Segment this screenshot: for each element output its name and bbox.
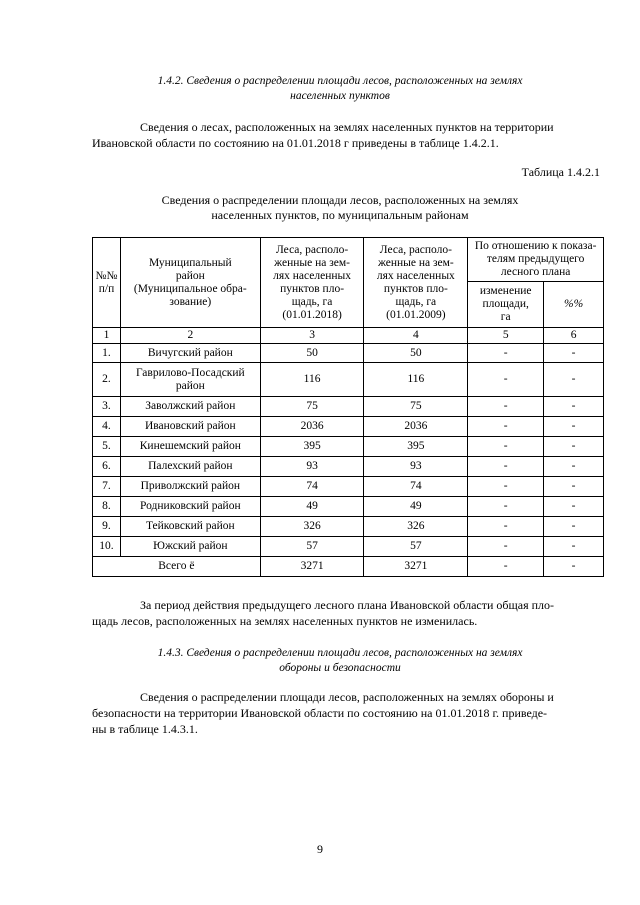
area-2009: 50 [364, 344, 468, 363]
row-number: 7. [93, 477, 121, 497]
district-name: Родниковский район [120, 497, 260, 517]
header-comparison-group [468, 238, 604, 282]
header-text: женные на зем- [274, 256, 350, 269]
area-percent: - [544, 397, 604, 417]
header-text: щадь, га [395, 295, 437, 308]
table-row [93, 397, 604, 417]
area-2018: 49 [260, 497, 364, 517]
row-number: 5. [93, 437, 121, 457]
column-number-row [93, 328, 604, 344]
row-number: 9. [93, 517, 121, 537]
section-1-4-3-paragraph [92, 689, 600, 737]
table-row [93, 457, 604, 477]
paragraph-line: За период действия предыдущего лесного плана Ивановской области общая пло- [140, 598, 555, 612]
area-2018: 395 [260, 437, 364, 457]
after-table-paragraph [92, 597, 600, 629]
area-change: - [468, 417, 544, 437]
header-text: По отношению к показа- [474, 240, 597, 252]
section-1-4-2-paragraph [92, 119, 600, 151]
total-area-2009: 3271 [364, 557, 468, 577]
column-number: 1 [93, 328, 121, 344]
header-percent: %% [544, 282, 604, 328]
header-text: лях населенных [273, 269, 352, 282]
heading-line: 1.4.3. Сведения о распределении площади лесов, расположенных на землях [157, 647, 523, 659]
district-name: Кинешемский район [120, 437, 260, 457]
header-text: лях населенных [376, 269, 455, 282]
area-percent: - [544, 517, 604, 537]
table-number: Таблица 1.4.2.1 [521, 165, 600, 179]
area-2009: 116 [364, 363, 468, 397]
row-number: 3. [93, 397, 121, 417]
heading-line: обороны и безопасности [279, 662, 401, 674]
paragraph-line: щадь лесов, расположенных на землях населенных пунктов не изменилась. [92, 614, 478, 628]
area-change: - [468, 344, 544, 363]
table-row [93, 517, 604, 537]
area-change: - [468, 363, 544, 397]
table-row [93, 437, 604, 457]
row-number: 2. [93, 363, 121, 397]
row-number: 1. [93, 344, 121, 363]
header-text: лесного плана [500, 266, 571, 278]
total-change: - [468, 557, 544, 577]
header-text: телям предыдущего [486, 253, 585, 265]
total-label: Всего ё [93, 557, 261, 577]
header-text: площади, [482, 298, 529, 310]
area-2018: 75 [260, 397, 364, 417]
paragraph-line: Сведения о лесах, расположенных на землях населенных пунктов на территории [140, 120, 554, 134]
header-text: Леса, располо- [275, 243, 349, 256]
area-percent: - [544, 417, 604, 437]
table-caption [80, 193, 600, 223]
area-2009: 93 [364, 457, 468, 477]
paragraph-line: Сведения о распределении площади лесов, расположенных на землях обороны и [140, 690, 554, 704]
heading-line: 1.4.2. Сведения о распределении площади лесов, расположенных на землях [157, 75, 523, 87]
header-text: пунктов пло- [383, 282, 448, 295]
row-number: 6. [93, 457, 121, 477]
district-name: Тейковский район [120, 517, 260, 537]
district-name: Вичугский район [120, 344, 260, 363]
district-name: Приволжский район [120, 477, 260, 497]
area-percent: - [544, 537, 604, 557]
header-text: Муниципальный [148, 256, 232, 269]
area-2018: 326 [260, 517, 364, 537]
area-2009: 49 [364, 497, 468, 517]
area-change: - [468, 457, 544, 477]
header-text: пунктов пло- [280, 282, 345, 295]
table-row [93, 477, 604, 497]
section-1-4-2-heading [80, 74, 600, 104]
area-2009: 2036 [364, 417, 468, 437]
header-district [120, 238, 260, 328]
district-name: Заволжский район [120, 397, 260, 417]
area-percent: - [544, 363, 604, 397]
area-2018: 74 [260, 477, 364, 497]
heading-line: населенных пунктов [290, 90, 390, 102]
area-2018: 2036 [260, 417, 364, 437]
row-number: 4. [93, 417, 121, 437]
area-change: - [468, 437, 544, 457]
page-number: 9 [317, 842, 323, 856]
area-2018: 93 [260, 457, 364, 477]
area-2018: 57 [260, 537, 364, 557]
district-name: Палехский район [120, 457, 260, 477]
area-percent: - [544, 497, 604, 517]
paragraph-line: Ивановской области по состоянию на 01.01.2018 г приведены в таблице 1.4.2.1. [92, 136, 499, 150]
area-2009: 57 [364, 537, 468, 557]
header-text: п/п [98, 282, 115, 295]
area-change: - [468, 497, 544, 517]
area-2018: 116 [260, 363, 364, 397]
header-area-2009 [364, 238, 468, 328]
area-2018: 50 [260, 344, 364, 363]
forest-area-table [92, 237, 604, 577]
area-change: - [468, 477, 544, 497]
row-number: 10. [93, 537, 121, 557]
header-text: Леса, располо- [379, 243, 452, 256]
total-percent: - [544, 557, 604, 577]
column-number: 2 [120, 328, 260, 344]
header-text: (01.01.2009) [386, 308, 446, 321]
area-2009: 74 [364, 477, 468, 497]
area-percent: - [544, 457, 604, 477]
paragraph-line: безопасности на территории Ивановской области по состоянию на 01.01.2018 г. приведе- [92, 706, 548, 720]
area-percent: - [544, 344, 604, 363]
area-change: - [468, 397, 544, 417]
header-text: зование) [169, 295, 212, 308]
column-number: 6 [544, 328, 604, 344]
table-row [93, 344, 604, 363]
section-1-4-3-heading [80, 646, 600, 676]
header-number [93, 238, 121, 328]
header-change [468, 282, 544, 328]
district-name: Ивановский район [120, 417, 260, 437]
header-text: (01.01.2018) [282, 308, 342, 321]
district-name: Южский район [120, 537, 260, 557]
header-text: женные на зем- [377, 256, 454, 269]
header-text: изменение [479, 285, 532, 297]
row-number: 8. [93, 497, 121, 517]
header-text: га [500, 311, 511, 323]
district-name: Гаврилово-Посадский район [120, 363, 260, 397]
area-percent: - [544, 437, 604, 457]
column-number: 3 [260, 328, 364, 344]
column-number: 5 [468, 328, 544, 344]
total-row [93, 557, 604, 577]
column-number: 4 [364, 328, 468, 344]
caption-line: Сведения о распределении площади лесов, расположенных на землях [161, 193, 519, 207]
table-row [93, 537, 604, 557]
header-text: район [175, 269, 205, 282]
total-area-2018: 3271 [260, 557, 364, 577]
paragraph-line: ны в таблице 1.4.3.1. [92, 722, 198, 736]
table-row [93, 363, 604, 397]
area-2009: 326 [364, 517, 468, 537]
area-percent: - [544, 477, 604, 497]
header-area-2018 [260, 238, 364, 328]
area-change: - [468, 537, 544, 557]
table-row [93, 497, 604, 517]
area-2009: 395 [364, 437, 468, 457]
header-text: №№ [95, 269, 118, 282]
header-text: щадь, га [291, 295, 333, 308]
area-change: - [468, 517, 544, 537]
table-row [93, 417, 604, 437]
caption-line: населенных пунктов, по муниципальным районам [211, 208, 469, 222]
area-2009: 75 [364, 397, 468, 417]
header-text: (Муниципальное обра- [133, 282, 247, 295]
